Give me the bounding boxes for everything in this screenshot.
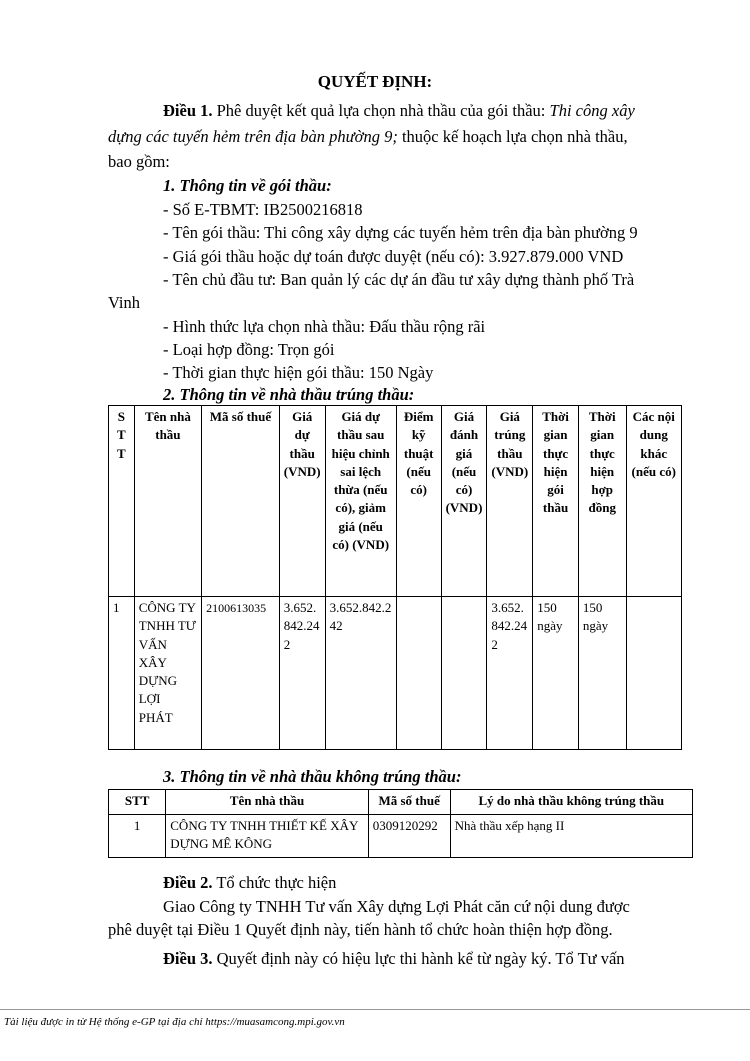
table-cell: 0309120292 [368,815,450,858]
section-2-heading: 2. Thông tin về nhà thầu trúng thầu: [163,385,415,404]
article-1-italic: Thi công xây [549,101,635,120]
section-1-heading: 1. Thông tin về gói thầu: [163,176,332,195]
column-header: Giá dự thầu (VND) [279,406,325,597]
column-header: Lý do nhà thầu không trúng thầu [450,790,692,815]
table-cell: CÔNG TY TNHH THIẾT KẾ XÂY DỰNG MÊ KÔNG [166,815,369,858]
table-cell: 3.652.842.242 [325,597,396,750]
article-2-body-line-1: Giao Công ty TNHH Tư vấn Xây dựng Lợi Phát căn cứ nội dung được [163,897,630,916]
article-3-label: Điều 3. [163,949,213,968]
article-1-line-1 [163,99,635,122]
section-1-item: - Hình thức lựa chọn nhà thầu: Đấu thầu rộng rãi [163,317,486,336]
table-cell: 1 [109,815,166,858]
column-header: S T T [109,406,135,597]
column-header: Mã số thuế [368,790,450,815]
table-cell: CÔNG TY TNHH TƯ VẤN XÂY DỰNG LỢI PHÁT [134,597,201,750]
column-header: STT [109,790,166,815]
column-header: Giá đánh giá (nếu có) (VND) [441,406,487,597]
section-1-item: - Giá gói thầu hoặc dự toán được duyệt (nếu có): 3.927.879.000 VND [163,247,624,266]
article-1-line2-text: thuộc kế hoạch lựa chọn nhà thầu, [397,127,628,146]
table-cell: 3.652.842.242 [487,597,533,750]
table-cell: 1 [109,597,135,750]
article-3-text: Quyết định này có hiệu lực thi hành kể từ ngày ký. Tổ Tư vấn [212,949,625,968]
section-1-item: Vinh [108,293,141,312]
column-header: Các nội dung khác (nếu có) [626,406,681,597]
section-1-item: - Tên chủ đầu tư: Ban quản lý các dự án đầu tư xây dựng thành phố Trà [163,270,635,289]
table-cell [626,597,681,750]
column-header: Mã số thuế [202,406,280,597]
table-cell: 2100613035 [202,597,280,750]
article-1-line2-italic: dựng các tuyến hẻm trên địa bàn phường 9; [108,127,398,146]
table-cell [441,597,487,750]
section-1-item: - Số E-TBMT: IB2500216818 [163,200,363,219]
column-header: Tên nhà thầu [166,790,369,815]
column-header: Điểm kỹ thuật (nếu có) [396,406,441,597]
winning-bidder-table [108,405,682,750]
article-1-label: Điều 1. [163,101,213,120]
losing-bidder-table [108,789,693,858]
column-header: Tên nhà thầu [134,406,201,597]
footer-note: Tài liệu được in từ Hệ thống e-GP tại địa chỉ https://muasamcong.mpi.gov.vn [4,1016,345,1028]
page-title: QUYẾT ĐỊNH: [317,72,433,91]
table-cell: Nhà thầu xếp hạng II [450,815,692,858]
table-header-row [109,790,693,815]
article-2-body-line-2: phê duyệt tại Điều 1 Quyết định này, tiến hành tổ chức hoàn thiện hợp đồng. [108,920,613,939]
table-header-row [109,406,682,597]
table-row [109,597,682,750]
article-1-line-2 [108,125,628,148]
column-header: Thời gian thực hiện gói thầu [533,406,579,597]
column-header: Giá trúng thầu (VND) [487,406,533,597]
table-row [109,815,693,858]
section-1-item: - Tên gói thầu: Thi công xây dựng các tuyến hẻm trên địa bàn phường 9 [163,223,638,242]
article-1-line-3: bao gồm: [108,152,170,171]
section-1-item: - Thời gian thực hiện gói thầu: 150 Ngày [163,363,434,382]
column-header: Thời gian thực hiện hợp đồng [578,406,626,597]
table-cell [396,597,441,750]
article-1-text: Phê duyệt kết quả lựa chọn nhà thầu của gói thầu: [212,101,550,120]
table-cell: 150 ngày [578,597,626,750]
column-header: Giá dự thầu sau hiệu chỉnh sai lệch thừa (nếu có), giảm giá (nếu có) (VND) [325,406,396,597]
article-2-label: Điều 2. [163,873,213,892]
article-3-line-1 [163,947,625,970]
article-2-line-1 [163,871,336,894]
table-cell: 3.652.842.242 [279,597,325,750]
section-3-heading: 3. Thông tin về nhà thầu không trúng thầu: [163,767,462,786]
section-1-item: - Loại hợp đồng: Trọn gói [163,340,335,359]
table-cell: 150 ngày [533,597,579,750]
footer-divider [0,1009,750,1010]
article-2-text: Tổ chức thực hiện [212,873,337,892]
